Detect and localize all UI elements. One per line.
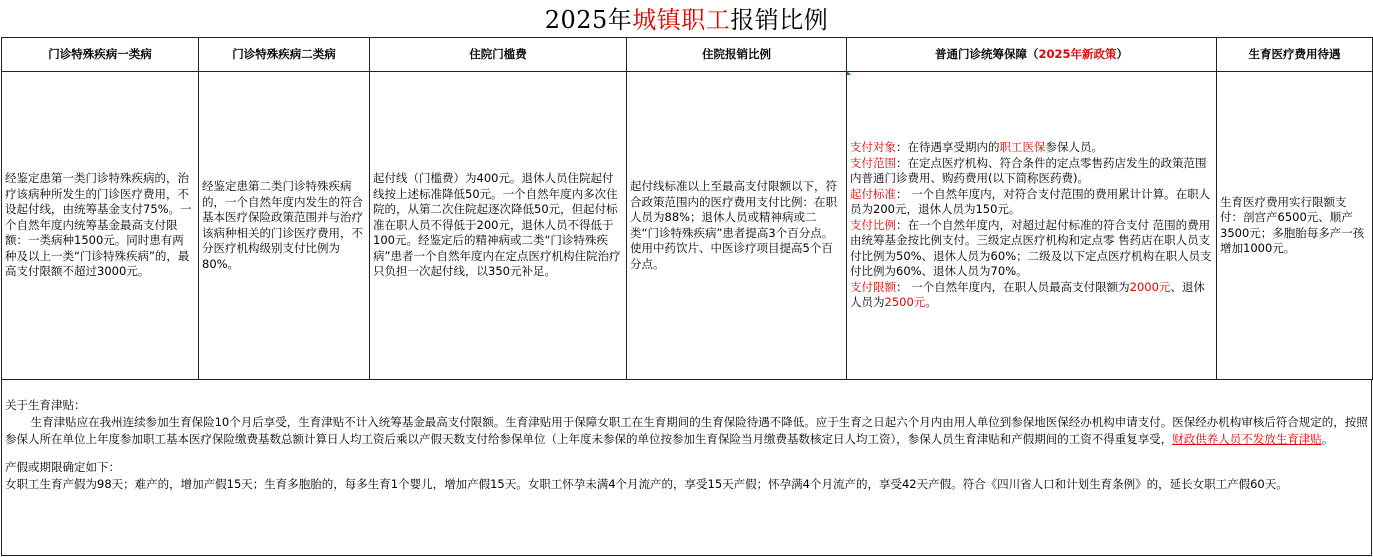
pooling-limit [850,280,1213,311]
header-cell-outpatient-pooling[interactable] [847,38,1217,72]
note-paragraph-leave: 女职工生育产假为98天；难产的，增加产假15天；生育多胞胎的，每多生育1个婴儿，增加产假15天。女职工怀孕未满4个月流产的，享受15天产假；怀孕满4个月流产的，享受42天产假。符合《四川省人口和计划生育条例》的，延长女职工产假60天。 [5,477,1288,491]
cell-outpatient-pooling[interactable] [847,72,1217,380]
cell-inpatient-ratio[interactable]: 起付线标准以上至最高支付限额以下，符合政策范围内的医疗费用支付比例：在职人员为88%；退休人员或精神病或二类“门诊特殊疾病”患者提高3个百分点。使用中药饮片、中医诊疗项目提高5个百分点。 [627,72,847,380]
note-heading-leave: 产假或期限确定如下： [5,460,120,474]
cell-comment-marker[interactable] [847,71,851,75]
text-limit-end: 。 [925,295,937,310]
label-threshold: 起付标准 [850,186,896,201]
pooling-ratio [850,218,1213,280]
pooling-target [850,140,1213,156]
maternity-allowance-note[interactable] [1,379,1372,556]
label-scope: 支付范围 [850,155,896,170]
text-target-red: 职工医保 [999,140,1046,155]
policy-table [1,37,1373,380]
text-ratio: ：在一个自然年度内，对超过起付标准的符合支付 范围的费用由统筹基金按比例支付。三级定点医疗机构和定点零 售药店在职人员支付比例为50%、退休人员为60%；二级及以下定点医疗机构在职人员支付比例为60%、退休人员为70%。 [850,217,1212,279]
note-para1: 生育津贴应在我州连续参加生育保险10个月后享受，生育津贴不计入统筹基金最高支付限额。生育津贴用于保障女职工在生育期间的生育保险待遇不降低。应于生育之日起六个月内由用人单位到参保地医保经办机构申请支付。医保经办机构审核后符合规定的，按照参保人所在单位上年度参加职工基本医疗保险缴费基数总额计算日人均工资后乘以产假天数支付给参保单位（上年度未参保的单位按参加生育保险当月缴费基数核定日人均工资），参保人员生育津贴和产假期间的工资不得重复享受， [5,415,1368,446]
text-target-post: 参保人员。 [1045,140,1103,155]
text-limit: ： 一个自然年度内，在职人员最高支付限额为 [896,279,1130,294]
label-ratio: 支付比例 [850,217,896,232]
text-scope: ：在定点医疗机构、符合条件的定点零售药店发生的政策范围内普通门诊费用、购药费用(以下简称医药费)。 [850,155,1207,186]
header-row [2,38,1373,72]
header-col5-close: ） [1116,46,1128,61]
cell-outpatient-class2[interactable]: 经鉴定患第二类门诊特殊疾病的，一个自然年度内发生的符合基本医疗保险政策范围并与治疗该病种相关的门诊医疗费用，不分医疗机构级别支付比例为80%。 [199,72,370,380]
text-limit-employed: 2000元 [1129,279,1171,294]
text-limit-retired: 2500元 [884,295,926,310]
cell-threshold[interactable]: 起付线（门槛费）为400元。退休人员住院起付线按上述标准降低50元。一个自然年度内多次住院的，从第二次住院起逐次降低50元，但起付标准在职人员不得低于200元，退休人员不得低于100元。经鉴定后的精神病或二类“门诊特殊疾病”患者一个自然年度内在定点医疗机构住院治疗只负担一次起付线，以350元补足。 [370,72,627,380]
header-cell-threshold[interactable]: 住院门槛费 [370,38,627,72]
title-suffix: 报销比例 [730,6,829,34]
pooling-scope [850,156,1213,187]
note-paragraph [5,414,1368,448]
header-cell-outpatient-class2[interactable]: 门诊特殊疾病二类病 [199,38,370,72]
header-cell-maternity[interactable]: 生育医疗费用待遇 [1217,38,1373,72]
title-year: 2025年 [544,6,633,34]
pooling-threshold [850,187,1213,218]
note-para1-end: 。 [1321,432,1334,446]
text-limit-mid: 、退休人员为 [850,279,1205,310]
label-limit: 支付限额 [850,279,896,294]
note-heading: 关于生育津贴： [5,398,86,412]
note-para1-red: 财政供养人员不发放生育津贴 [1172,432,1322,446]
content-row [2,72,1373,380]
header-cell-outpatient-class1[interactable]: 门诊特殊疾病一类病 [2,38,199,72]
text-threshold: ： 一个自然年度内，对符合支付范围的费用累计计算。在职人员为200元，退休人员为150元。 [850,186,1211,217]
header-col5-main: 普通门诊统筹保障（ [934,46,1039,61]
label-target: 支付对象 [850,140,896,155]
cell-maternity[interactable]: 生育医疗费用实行限额支付：剖宫产6500元、顺产3500元；多胞胎每多产一孩增加1000元。 [1217,72,1373,380]
page-title [0,0,1373,37]
header-cell-inpatient-ratio[interactable]: 住院报销比例 [627,38,847,72]
note-spacer [5,448,1368,459]
cell-outpatient-class1[interactable]: 经鉴定患第一类门诊特殊疾病的，治疗该病种所发生的门诊医疗费用，不设起付线，由统筹基金支付75%。一个自然年度内统筹基金最高支付限额：一类病种1500元。同时患有两种及以上一类“门诊特殊疾病”的，最高支付限额不超过3000元。 [2,72,199,380]
title-highlight: 城镇职工 [632,6,731,34]
text-target-pre: ：在待遇享受期内的 [896,140,1000,155]
header-col5-highlight: 2025年新政策 [1038,46,1117,61]
